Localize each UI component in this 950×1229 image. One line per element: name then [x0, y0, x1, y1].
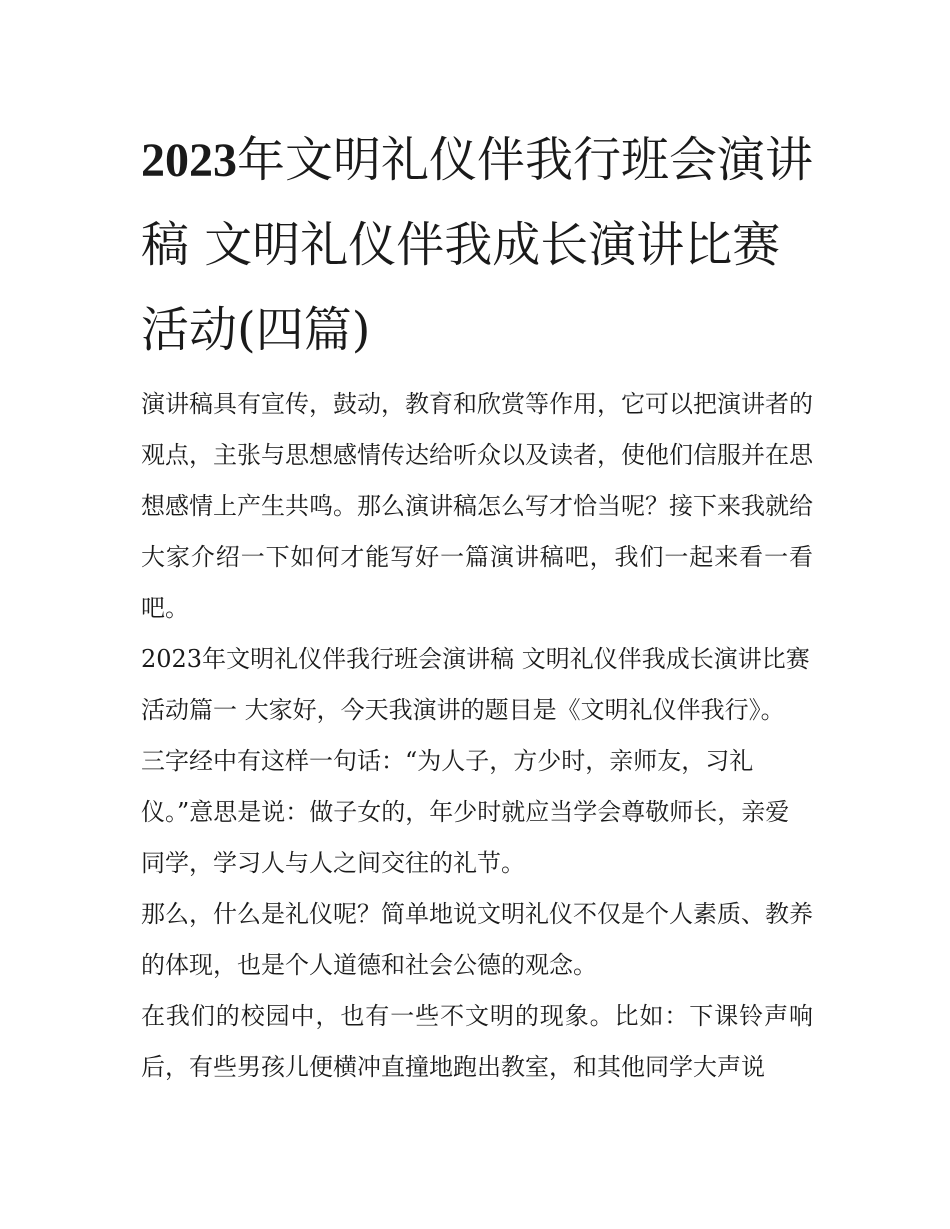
paragraph-what-is-etiquette: 那么，什么是礼仪呢？简单地说文明礼仪不仅是个人素质、教养的体现，也是个人道德和社会公德的观念。 — [141, 900, 813, 979]
document-title — [141, 118, 813, 373]
paragraph-intro: 演讲稿具有宣传，鼓动，教育和欣赏等作用，它可以把演讲者的观点，主张与思想感情传达给听众以及读者，使他们信服并在思想感情上产生共鸣。那么演讲稿怎么写才恰当呢？接下来我就给大家介绍一下如何才能写好一篇演讲稿吧，我们一起来看一看吧。 — [141, 390, 813, 622]
paragraph-three-character-classic: 三字经中有这样一句话：“为人子，方少时，亲师友，习礼仪。”意思是说：做子女的，年少时就应当学会尊敬师长，亲爱同学，学习人与人之间交往的礼节。 — [141, 747, 790, 877]
title-year: 2023 — [141, 134, 237, 187]
paragraph-section-one: 2023年文明礼仪伴我行班会演讲稿 文明礼仪伴我成长演讲比赛活动篇一 大家好，今天我演讲的题目是《文明礼仪伴我行》。 — [141, 645, 810, 724]
document-page — [141, 118, 813, 1093]
title-text: 年文明礼仪伴我行班会演讲稿 文明礼仪伴我成长演讲比赛活动(四篇) — [141, 132, 814, 358]
paragraph-campus: 在我们的校园中，也有一些不文明的现象。比如：下课铃声响后，有些男孩儿便横冲直撞地跑出教室，和其他同学大声说 — [141, 1002, 813, 1081]
